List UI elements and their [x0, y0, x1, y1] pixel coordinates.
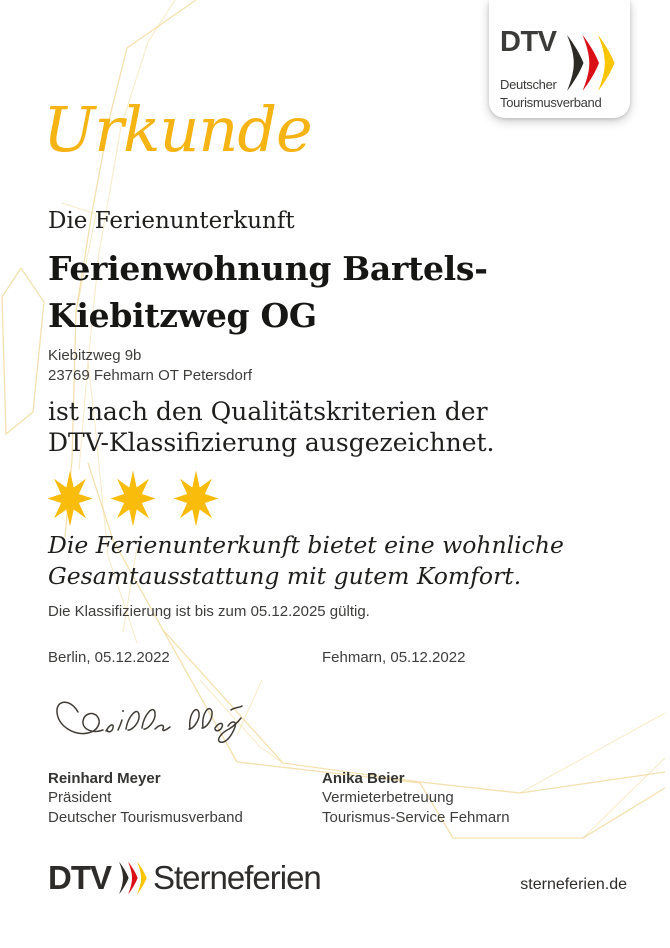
- dtv-logo-card: [489, 0, 630, 118]
- quote-line2: Gesamtausstattung mit gutem Komfort.: [48, 561, 522, 590]
- signature-graphic: [48, 686, 248, 764]
- date-place-right: Fehmarn, 05.12.2022: [322, 649, 466, 666]
- footer-brand: [48, 860, 321, 896]
- signer-right-name: Anika Beier: [322, 770, 405, 787]
- star-icon: [110, 470, 156, 527]
- dtv-subtitle-line1: Deutscher: [500, 77, 557, 92]
- classification-statement: [48, 396, 494, 458]
- statement-line2: DTV-Klassifizierung ausgezeichnet.: [48, 428, 495, 457]
- star-icon: [173, 470, 219, 527]
- footer-sterneferien-label: Sterneferien: [153, 859, 321, 896]
- property-name-line2: Kiebitzweg OG: [48, 296, 317, 335]
- footer-dtv-wordmark: DTV: [48, 859, 111, 896]
- statement-line1: ist nach den Qualitätskriterien der: [48, 397, 488, 426]
- intro-line: Die Ferienunterkunft: [48, 208, 295, 234]
- property-address: [48, 346, 252, 385]
- star-icon: [47, 470, 93, 527]
- rating-description: [48, 530, 564, 591]
- dtv-chevrons-icon: [567, 35, 615, 91]
- property-name: [48, 245, 488, 339]
- footer-website: sterneferien.de: [520, 876, 627, 893]
- address-line2: 23769 Fehmarn OT Petersdorf: [48, 366, 252, 384]
- dtv-subtitle-line2: Tourismusverband: [500, 95, 602, 110]
- signer-right-org: Tourismus-Service Fehmarn: [322, 808, 510, 826]
- address-line1: Kiebitzweg 9b: [48, 347, 142, 364]
- star-rating: [47, 470, 219, 527]
- signer-right-role: Vermieterbetreuung: [322, 789, 454, 807]
- validity-note: Die Klassifizierung ist bis zum 05.12.2025 gültig.: [48, 603, 370, 620]
- certificate-title: Urkunde: [43, 93, 312, 166]
- footer-chevrons-icon: [119, 861, 147, 895]
- signer-left-name: Reinhard Meyer: [48, 770, 161, 787]
- dtv-wordmark: DTV: [500, 26, 557, 58]
- date-place-left: Berlin, 05.12.2022: [48, 649, 170, 666]
- signer-left-role: Präsident: [48, 789, 112, 807]
- quote-line1: Die Ferienunterkunft bietet eine wohnliche: [48, 531, 564, 559]
- signer-right-block: [322, 769, 510, 827]
- signer-left-block: [48, 769, 243, 827]
- property-name-line1: Ferienwohnung Bartels-: [48, 249, 488, 288]
- signer-left-org: Deutscher Tourismusverband: [48, 808, 243, 826]
